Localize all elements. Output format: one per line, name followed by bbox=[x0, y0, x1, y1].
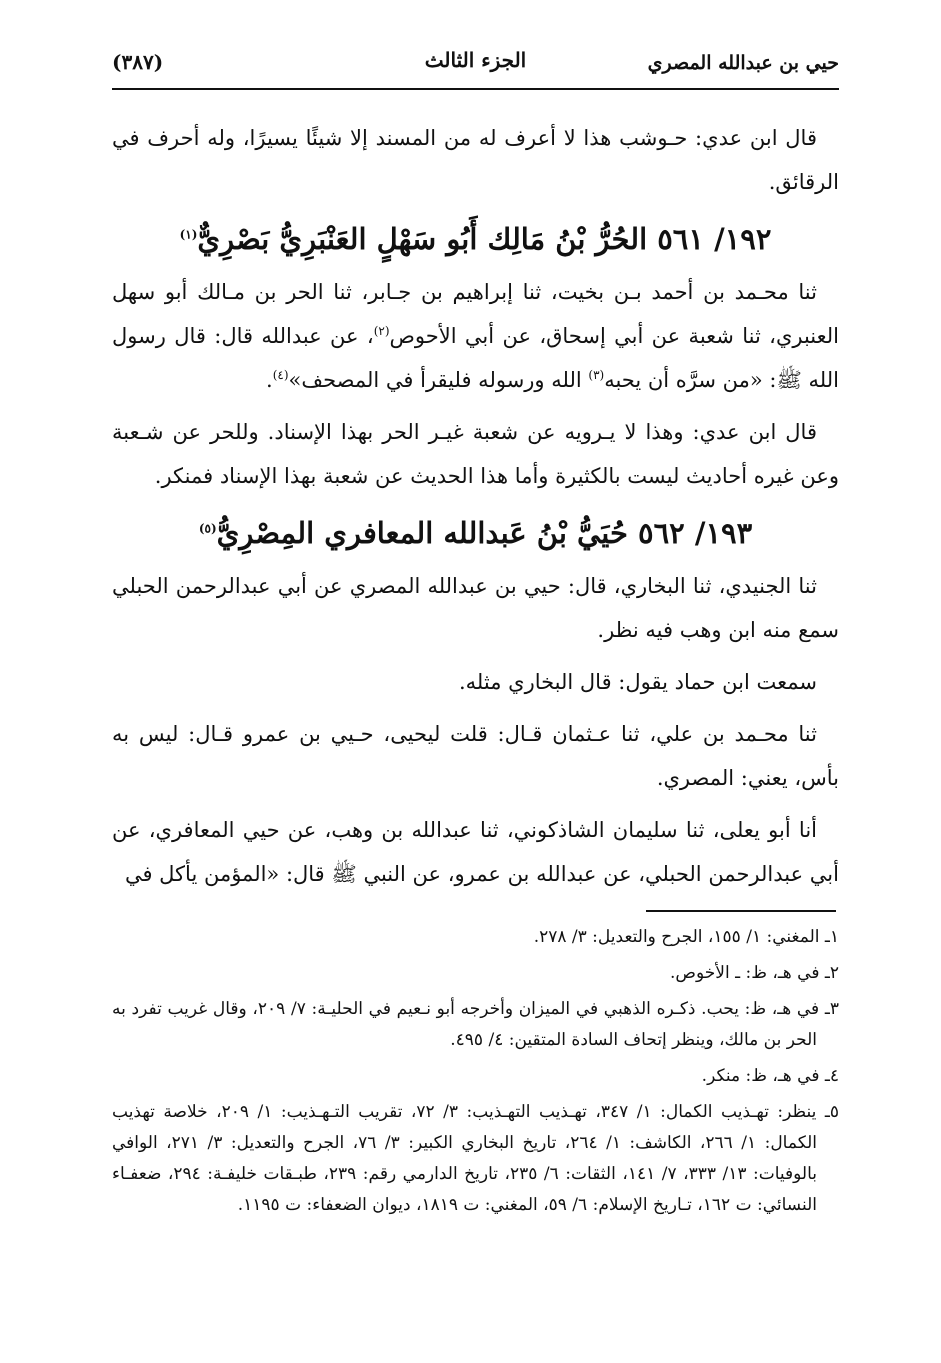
header-rule bbox=[112, 88, 839, 90]
entry-heading bbox=[112, 506, 839, 560]
footnote-marker: (١) bbox=[179, 227, 198, 242]
part-title: الجزء الثالث bbox=[424, 48, 527, 72]
paragraph: ثنا الجنيدي، ثنا البخاري، قال: حيي بن عبدالله المصري عن أبي عبدالرحمن الحبلي سمع منه ابن وهب فيه نظر. bbox=[112, 574, 839, 642]
footnote: ١ـ المغني: ١/ ١٥٥، الجرح والتعديل: ٣/ ٢٧٨. bbox=[533, 927, 839, 947]
footnote-marker: (٥) bbox=[198, 521, 217, 536]
paragraph: قال ابن عدي: حـوشب هذا لا أعرف له من المسند إلا شيئًا يسيرًا، وله أحرف في الرقائق. bbox=[112, 126, 839, 194]
running-title: حيي بن عبدالله المصري bbox=[647, 52, 839, 74]
page-header bbox=[112, 42, 839, 90]
footnote-marker: (٢) bbox=[373, 324, 390, 338]
footnote: ٣ـ في هـ، ظ: يحب. ذكـره الذهبي في الميزان وأخرجه أبو نـعيم في الحليـة: ٧/ ٢٠٩، وقال غريب تفرد به الحر بن مالك، وينظر إتحاف السادة المتقين: ٤/ ٤٩٥. bbox=[112, 999, 839, 1050]
paragraph-text: الله ورسوله فليقرأ في المصحف» bbox=[288, 368, 589, 392]
footnote-marker: (٤) bbox=[272, 368, 289, 382]
paragraph: قال ابن عدي: وهذا لا يـرويه عن شعبة غيـر الحر بهذا الإسناد. وللحر عن شـعبة وعن غيره أحاديث ليست بالكثيرة وأما هذا الحديث عن شعبة بهذا الإسناد فمنكر. bbox=[112, 420, 839, 488]
paragraph-text: . bbox=[266, 368, 273, 392]
footnote: ٥ـ ينظر: تهـذيب الكمال: ١/ ٣٤٧، تهـذيب التهـذيب: ٣/ ٧٢، تقريب التـهـذيب: ١/ ٢٠٩، خلاصة تهذيب الكمال: ١/ ٢٦٦، الكاشف: ١/ ٢٦٤، تاريخ البخاري الكبير: ٣/ ٧٦، الجرح والتعديل: ٣/ ٢٧١، الوافي بالوفيات: ١٣/ ٣٣٣، ٧/ ١٤١، الثقات: ٦/ ٢٣٥، تاريخ الدارمي رقم: ٢٣٩، طبـقات خليفـة: ٢٩٤، ضعفـاء النسائي: ت ١٦٢، تـاريخ الإسلام: ٦/ ٥٩، المغني: ت ١٨١٩، ديوان الضعفاء: ت ١١٩٥. bbox=[112, 1102, 839, 1215]
paragraph: ثنا محـمد بن علي، ثنا عـثمان قـال: قلت ليحيى، حـيي بن عمرو قـال: ليس به بأس، يعني: المصري. bbox=[112, 722, 839, 790]
footnote-marker: (٣) bbox=[588, 368, 605, 382]
paragraph bbox=[112, 270, 839, 402]
entry-heading bbox=[112, 212, 839, 266]
page-number: (٣٨٧) bbox=[112, 50, 164, 74]
paragraph-text: ثنا محـمد بن أحمد بـن بخيت، ثنا إبراهيم بن جـابر، ثنا الحر بن مـالك أبو سهل العنبري، ثنا شعبة عن أبي إسحاق، عن أبي الأحوص bbox=[112, 280, 840, 348]
paragraph: سمعت ابن حماد يقول: قال البخاري مثله. bbox=[459, 670, 817, 694]
footnote: ٤ـ في هـ، ظ: منكر. bbox=[701, 1066, 839, 1086]
footnote-separator bbox=[646, 910, 836, 912]
main-text bbox=[112, 116, 839, 904]
paragraph: أنا أبو يعلى، ثنا سليمان الشاذكوني، ثنا عبدالله بن وهب، عن حيي المعافري، عن أبي عبدالرحمن الحبلي، عن عبدالله بن عمرو، عن النبي ﷺ قال: «المؤمن يأكل في bbox=[112, 818, 839, 886]
entry-heading-text: ١٩٣/ ٥٦٢ حُيَيُّ بْنُ عَبدالله المعافري المِصْرِيُّ bbox=[216, 516, 753, 550]
paragraph-text: ، عن عبدالله قال: قال رسول الله ﷺ: «من سرَّه أن يحبه bbox=[112, 324, 839, 392]
footnotes bbox=[112, 922, 839, 1226]
footnote: ٢ـ في هـ، ظ: ـ الأخوص. bbox=[670, 963, 839, 983]
entry-heading-text: ١٩٢/ ٥٦١ الحُرُّ بْنُ مَالِك أَبُو سَهْلٍ العَنْبَرِيُّ بَصْرِيٌّ bbox=[197, 222, 772, 256]
